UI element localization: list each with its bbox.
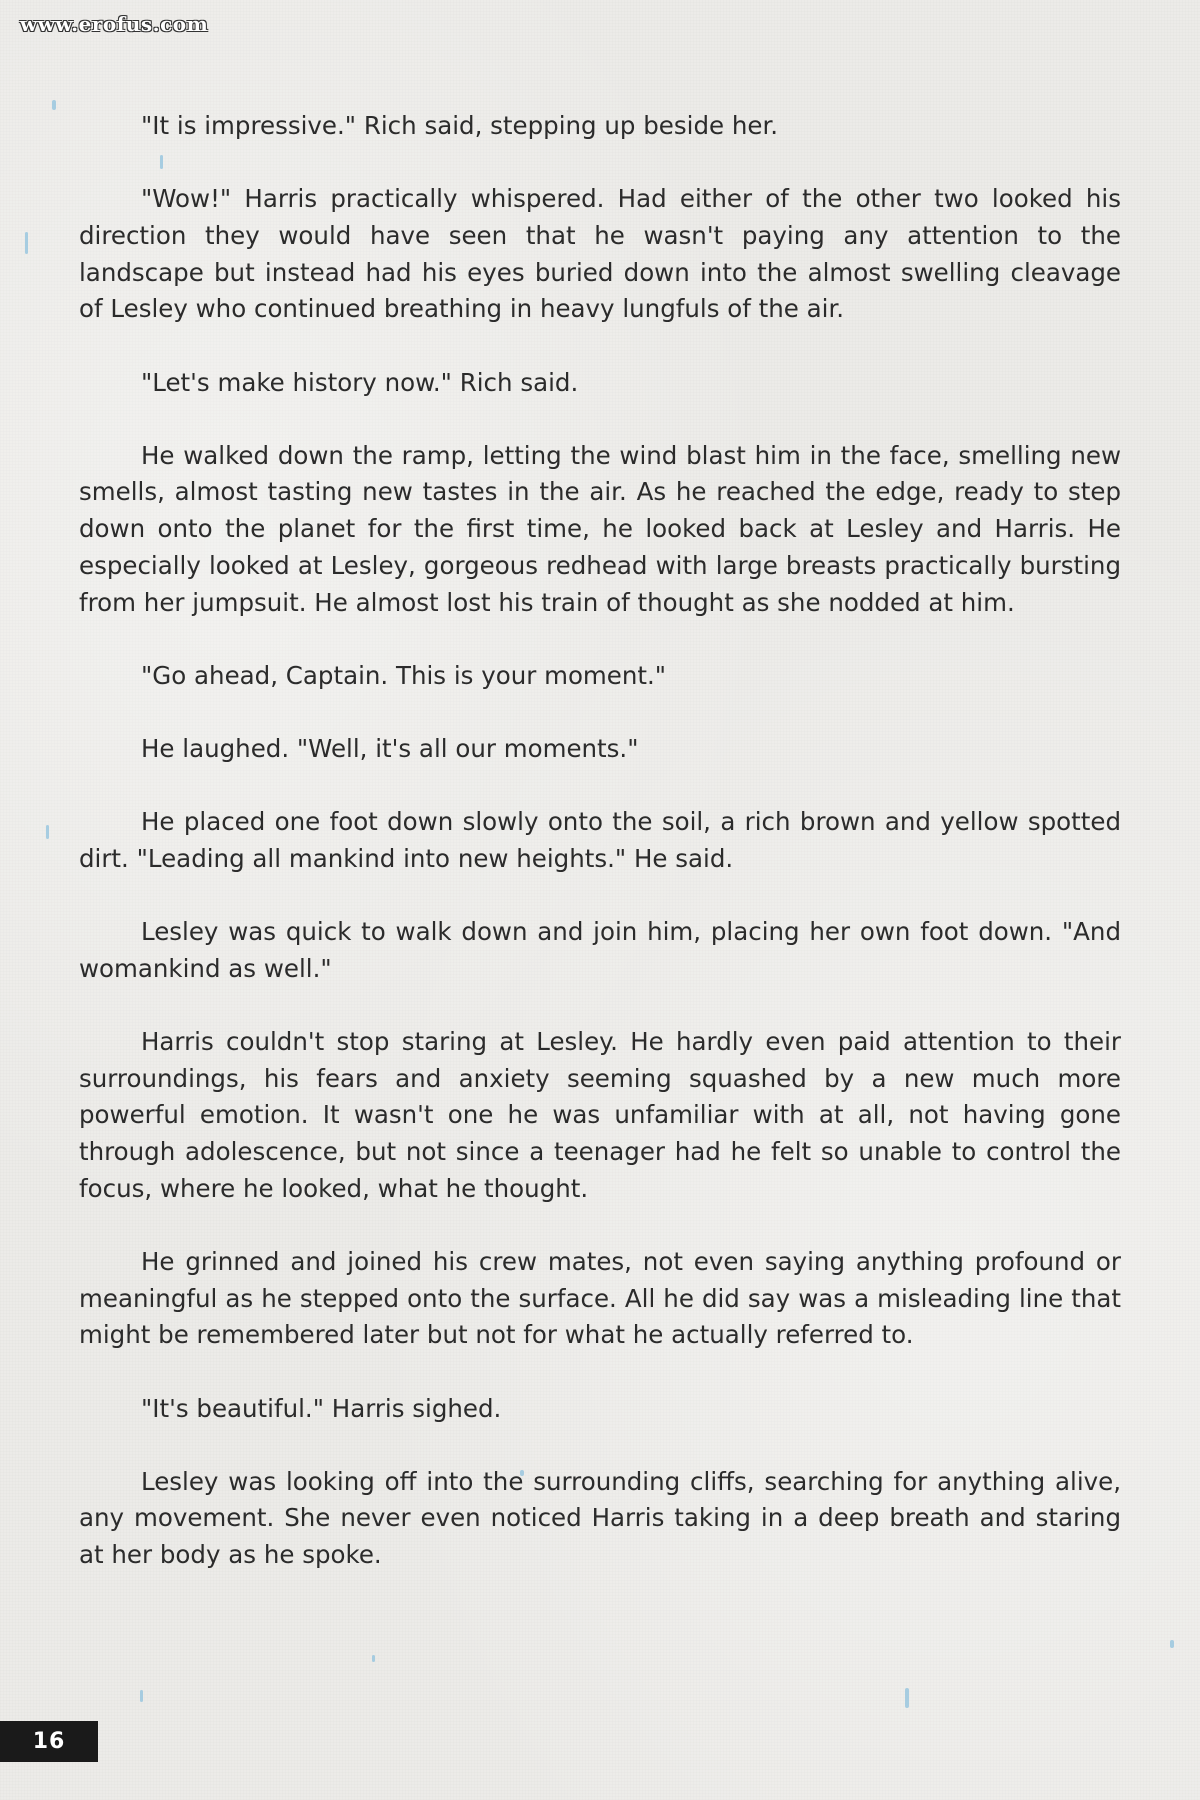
site-watermark: www.erofus.com <box>20 12 209 36</box>
paint-speck <box>905 1688 909 1708</box>
page-number-tab <box>0 1721 98 1762</box>
paint-speck <box>25 232 28 254</box>
paragraph: He walked down the ramp, letting the wind blast him in the face, smelling new smells, almost tasting new tastes in the air. As he reached the edge, ready to step down onto the planet for the first time, he looked back at Lesley and Harris. He especially looked at Lesley, gorgeous redhead with large breasts practically bursting from her jumpsuit. He almost lost his train of thought as she nodded at him. <box>79 440 1121 617</box>
paragraph: "Let's make history now." Rich said. <box>141 367 579 397</box>
paragraph: "Go ahead, Captain. This is your moment." <box>141 660 667 690</box>
paragraph: "Wow!" Harris practically whispered. Had either of the other two looked his direction they would have seen that he wasn't paying any attention to the landscape but instead had his eyes buried down into the almost swelling cleavage of Lesley who continued breathing in heavy lungfuls of the air. <box>79 184 1121 324</box>
paragraph: "It is impressive." Rich said, stepping up beside her. <box>141 111 779 140</box>
paint-speck <box>1170 1640 1174 1648</box>
paragraph: Lesley was looking off into the surrounding cliffs, searching for anything alive, any movement. She never even noticed Harris taking in a deep breath and staring at her body as he spoke. <box>79 1466 1121 1570</box>
paragraph: "It's beautiful." Harris sighed. <box>141 1393 502 1423</box>
paragraph: He placed one foot down slowly onto the soil, a rich brown and yellow spotted dirt. "Leading all mankind into new heights." He said. <box>79 807 1121 873</box>
page-number: 16 <box>32 1729 66 1754</box>
paint-speck <box>46 825 49 839</box>
story-text <box>79 108 1121 1610</box>
paint-speck <box>140 1690 143 1702</box>
paragraph: Harris couldn't stop staring at Lesley. He hardly even paid attention to their surroundings, his fears and anxiety seeming squashed by a new much more powerful emotion. It wasn't one he was unfamiliar with at all, not having gone through adolescence, but not since a teenager had he felt so unable to control the focus, where he looked, what he thought. <box>79 1026 1121 1203</box>
paint-speck <box>372 1655 375 1662</box>
paragraph: Lesley was quick to walk down and join him, placing her own foot down. "And womankind as well." <box>79 917 1121 983</box>
paragraph: He grinned and joined his crew mates, not even saying anything profound or meaningful as he stepped onto the surface. All he did say was a misleading line that might be remembered later but not for what he actually referred to. <box>79 1246 1121 1350</box>
paragraph: He laughed. "Well, it's all our moments." <box>141 733 639 763</box>
paint-speck <box>52 100 56 110</box>
